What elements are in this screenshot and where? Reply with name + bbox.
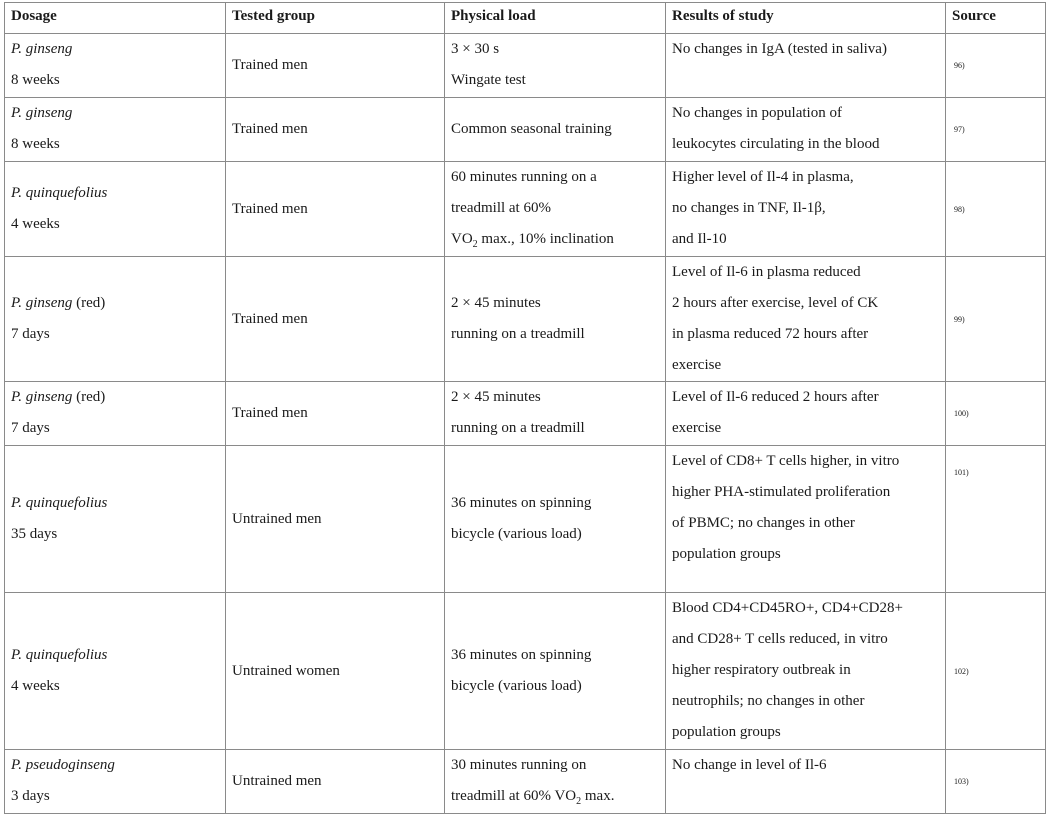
load-cell (445, 750, 666, 814)
results-line: Blood CD4+CD45RO+, CD4+CD28+ (672, 600, 903, 616)
results-cell (666, 98, 946, 162)
results-line: Level of Il-6 in plasma reduced (672, 264, 861, 280)
group-cell: Untrained men (226, 446, 445, 593)
source-cell: 99) (946, 257, 1046, 382)
load-line: 36 minutes on spinning (451, 495, 592, 511)
header-dosage: Dosage (5, 3, 226, 34)
results-cell (666, 446, 946, 593)
group-cell: Untrained men (226, 750, 445, 814)
header-physical-load: Physical load (445, 3, 666, 34)
species-suffix: (red) (72, 389, 106, 405)
load-cell (445, 162, 666, 257)
table-row (5, 98, 1046, 162)
duration: 3 days (11, 788, 50, 804)
results-cell (666, 162, 946, 257)
duration: 4 weeks (11, 216, 60, 232)
results-line: Level of Il-6 reduced 2 hours after (672, 389, 879, 405)
results-line: higher respiratory outbreak in (672, 662, 851, 678)
load-cell (445, 382, 666, 446)
results-line: leukocytes circulating in the blood (672, 136, 880, 152)
results-line: 2 hours after exercise, level of CK (672, 295, 879, 311)
source-cell: 97) (946, 98, 1046, 162)
load-cell (445, 34, 666, 98)
group-cell: Untrained women (226, 593, 445, 750)
source-cell: 102) (946, 593, 1046, 750)
results-line: and CD28+ T cells reduced, in vitro (672, 631, 888, 647)
source-cell: 98) (946, 162, 1046, 257)
source-cell: 96) (946, 34, 1046, 98)
results-line: No changes in population of (672, 105, 842, 121)
load-line: 2 × 45 minutes (451, 389, 541, 405)
table-row (5, 750, 1046, 814)
results-line: exercise (672, 357, 722, 373)
results-line: and Il-10 (672, 231, 727, 247)
load-line: 3 × 30 s (451, 41, 500, 57)
dosage-cell (5, 257, 226, 382)
table-row (5, 446, 1046, 593)
load-cell (445, 593, 666, 750)
duration: 35 days (11, 526, 58, 542)
results-line: in plasma reduced 72 hours after (672, 326, 869, 342)
results-line: No change in level of Il-6 (672, 757, 827, 773)
results-cell (666, 593, 946, 750)
load-line: running on a treadmill (451, 420, 585, 436)
load-line: 30 minutes running on (451, 757, 587, 773)
species-name: P. quinquefolius (11, 185, 108, 201)
group-cell: Trained men (226, 382, 445, 446)
load-line: 60 minutes running on a (451, 169, 597, 185)
dosage-cell (5, 382, 226, 446)
group-cell: Trained men (226, 98, 445, 162)
results-line: Higher level of Il-4 in plasma, (672, 169, 854, 185)
load-line: 2 × 45 minutes (451, 295, 541, 311)
species-name: P. pseudoginseng (11, 757, 115, 773)
load-line: bicycle (various load) (451, 526, 582, 542)
source-cell: 100) (946, 382, 1046, 446)
header-row (5, 3, 1046, 34)
results-line: neutrophils; no changes in other (672, 693, 865, 709)
results-line: population groups (672, 546, 781, 562)
load-line: treadmill at 60% (451, 200, 551, 216)
study-table (4, 2, 1046, 814)
source-cell: 103) (946, 750, 1046, 814)
species-name: P. quinquefolius (11, 495, 108, 511)
table-row (5, 257, 1046, 382)
load-line: bicycle (various load) (451, 678, 582, 694)
duration: 7 days (11, 326, 50, 342)
load-line: Common seasonal training (451, 121, 612, 137)
results-line: no changes in TNF, Il-1β, (672, 200, 826, 216)
load-cell (445, 98, 666, 162)
species-name: P. ginseng (11, 105, 73, 121)
duration: 8 weeks (11, 72, 60, 88)
results-line: population groups (672, 724, 781, 740)
dosage-cell (5, 98, 226, 162)
dosage-cell (5, 446, 226, 593)
species-name: P. quinquefolius (11, 647, 108, 663)
results-line: higher PHA-stimulated proliferation (672, 484, 891, 500)
results-cell (666, 34, 946, 98)
source-cell: 101) (946, 446, 1046, 593)
results-line: exercise (672, 420, 722, 436)
duration: 8 weeks (11, 136, 60, 152)
results-cell (666, 257, 946, 382)
group-cell: Trained men (226, 34, 445, 98)
species-name: P. ginseng (11, 389, 73, 405)
dosage-cell (5, 162, 226, 257)
duration: 7 days (11, 420, 50, 436)
table-row (5, 34, 1046, 98)
table-row (5, 593, 1046, 750)
species-name: P. ginseng (11, 295, 73, 311)
table-row (5, 162, 1046, 257)
load-cell (445, 257, 666, 382)
results-cell (666, 382, 946, 446)
load-cell (445, 446, 666, 593)
load-line: treadmill at 60% $VO_2$ max. (451, 788, 615, 807)
results-line: of PBMC; no changes in other (672, 515, 855, 531)
duration: 4 weeks (11, 678, 60, 694)
group-cell: Trained men (226, 257, 445, 382)
dosage-cell (5, 750, 226, 814)
results-line: No changes in IgA (tested in saliva) (672, 41, 887, 57)
table-row (5, 382, 1046, 446)
header-tested-group: Tested group (226, 3, 445, 34)
dosage-cell (5, 34, 226, 98)
species-suffix: (red) (72, 295, 106, 311)
load-line: Wingate test (451, 72, 526, 88)
results-line: Level of CD8+ T cells higher, in vitro (672, 453, 900, 469)
header-source: Source (946, 3, 1046, 34)
results-cell (666, 750, 946, 814)
load-line: 36 minutes on spinning (451, 647, 592, 663)
species-name: P. ginseng (11, 41, 73, 57)
header-results: Results of study (666, 3, 946, 34)
group-cell: Trained men (226, 162, 445, 257)
dosage-cell (5, 593, 226, 750)
load-line: $VO_2$ max., 10% inclination (451, 231, 614, 250)
load-line: running on a treadmill (451, 326, 585, 342)
